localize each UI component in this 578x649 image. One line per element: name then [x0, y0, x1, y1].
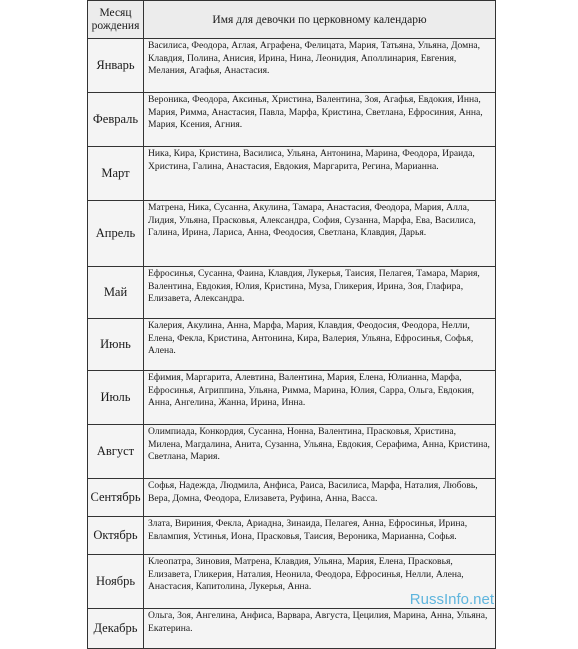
month-cell: Апрель: [88, 201, 144, 267]
month-cell: Март: [88, 147, 144, 201]
table-row: [88, 201, 496, 267]
month-cell: Август: [88, 425, 144, 479]
table-header-row: [88, 1, 496, 39]
month-cell: Декабрь: [88, 609, 144, 649]
names-cell: Калерия, Акулина, Анна, Марфа, Мария, Клавдия, Феодосия, Феодора, Нелли, Елена, Фекла, Кристина, Антонина, Кира, Валерия, Ульяна, Ефросинья, Софья, Алена.: [144, 319, 496, 371]
table-row: [88, 479, 496, 517]
table-row: [88, 319, 496, 371]
names-cell: Клеопатра, Зиновия, Матрена, Клавдия, Ульяна, Мария, Елена, Прасковья, Елизавета, Гликерия, Наталия, Неонила, Феодора, Ефросинья, Нелли, Алена, Анастасия, Капитолина, Лукерья, Анна.: [144, 555, 496, 609]
month-cell: Май: [88, 267, 144, 319]
table-row: [88, 267, 496, 319]
names-cell: Ольга, Зоя, Ангелина, Анфиса, Варвара, Августа, Цецилия, Марина, Анна, Ульяна, Екатерина.: [144, 609, 496, 649]
names-column-header: Имя для девочки по церковному календарю: [144, 1, 496, 39]
names-calendar-table: [87, 0, 496, 649]
names-cell: Ника, Кира, Кристина, Василиса, Ульяна, Антонина, Марина, Феодора, Ираида, Христина, Галина, Анастасия, Евдокия, Маргарита, Регина, Марианна.: [144, 147, 496, 201]
names-cell: Олимпиада, Конкордия, Сусанна, Нонна, Валентина, Прасковья, Христина, Милена, Магдалина, Анита, Сузанна, Ульяна, Евдокия, Серафима, Анна, Кристина, Светлана, Мария.: [144, 425, 496, 479]
month-cell: Ноябрь: [88, 555, 144, 609]
names-cell: Матрена, Ника, Сусанна, Акулина, Тамара, Анастасия, Феодора, Мария, Алла, Лидия, Ульяна, Прасковья, Александра, София, Сузанна, Марфа, Ева, Василиса, Галина, Ирина, Лариса, Анна, Феодосия, Светлана, Клавдия, Дарья.: [144, 201, 496, 267]
month-column-header: [88, 1, 144, 39]
names-cell: Ефросинья, Сусанна, Фаина, Клавдия, Лукерья, Таисия, Пелагея, Тамара, Мария, Валентина, Евдокия, Юлия, Кристина, Муза, Гликерия, Ирина, Зоя, Глафира, Елизавета, Александра.: [144, 267, 496, 319]
names-cell: Ефимия, Маргарита, Алевтина, Валентина, Мария, Елена, Юлианна, Марфа, Ефросинья, Агриппина, Ульяна, Римма, Марина, Юлия, Сарра, Ольга, Евдокия, Анна, Ангелина, Жанна, Ирина, Инна.: [144, 371, 496, 425]
month-header-line2: рождения: [91, 19, 140, 32]
names-cell: Злата, Вириния, Фекла, Ариадна, Зинаида, Пелагея, Анна, Ефросинья, Ирина, Евлампия, Устинья, Иона, Прасковья, Таисия, Вероника, Марианна, Софья.: [144, 517, 496, 555]
site-watermark: RussInfo.net: [409, 591, 494, 608]
table-row: [88, 147, 496, 201]
table-row: [88, 39, 496, 93]
month-cell: Январь: [88, 39, 144, 93]
month-header-line1: Месяц: [99, 6, 132, 19]
names-cell: Софья, Надежда, Людмила, Анфиса, Раиса, Василиса, Марфа, Наталия, Любовь, Вера, Домна, Феодора, Елизавета, Руфина, Анна, Васса.: [144, 479, 496, 517]
table-row: [88, 93, 496, 147]
names-cell: Вероника, Феодора, Аксинья, Христина, Валентина, Зоя, Агафья, Евдокия, Инна, Мария, Римма, Анастасия, Павла, Марфа, Кристина, Светлана, Ефросиния, Анна, Мария, Ксения, Агния.: [144, 93, 496, 147]
month-cell: Июль: [88, 371, 144, 425]
table-row: [88, 425, 496, 479]
month-cell: Июнь: [88, 319, 144, 371]
month-cell: Октябрь: [88, 517, 144, 555]
names-cell: Василиса, Феодора, Аглая, Агрaфена, Фелицата, Мария, Татьяна, Ульяна, Домна, Клавдия, Полина, Анисия, Ирина, Нина, Леонидия, Аполлинария, Евгения, Мелания, Агафья, Анастасия.: [144, 39, 496, 93]
table-row: [88, 609, 496, 649]
month-cell: Сентябрь: [88, 479, 144, 517]
month-cell: Февраль: [88, 93, 144, 147]
table-row: [88, 517, 496, 555]
table-row: [88, 371, 496, 425]
